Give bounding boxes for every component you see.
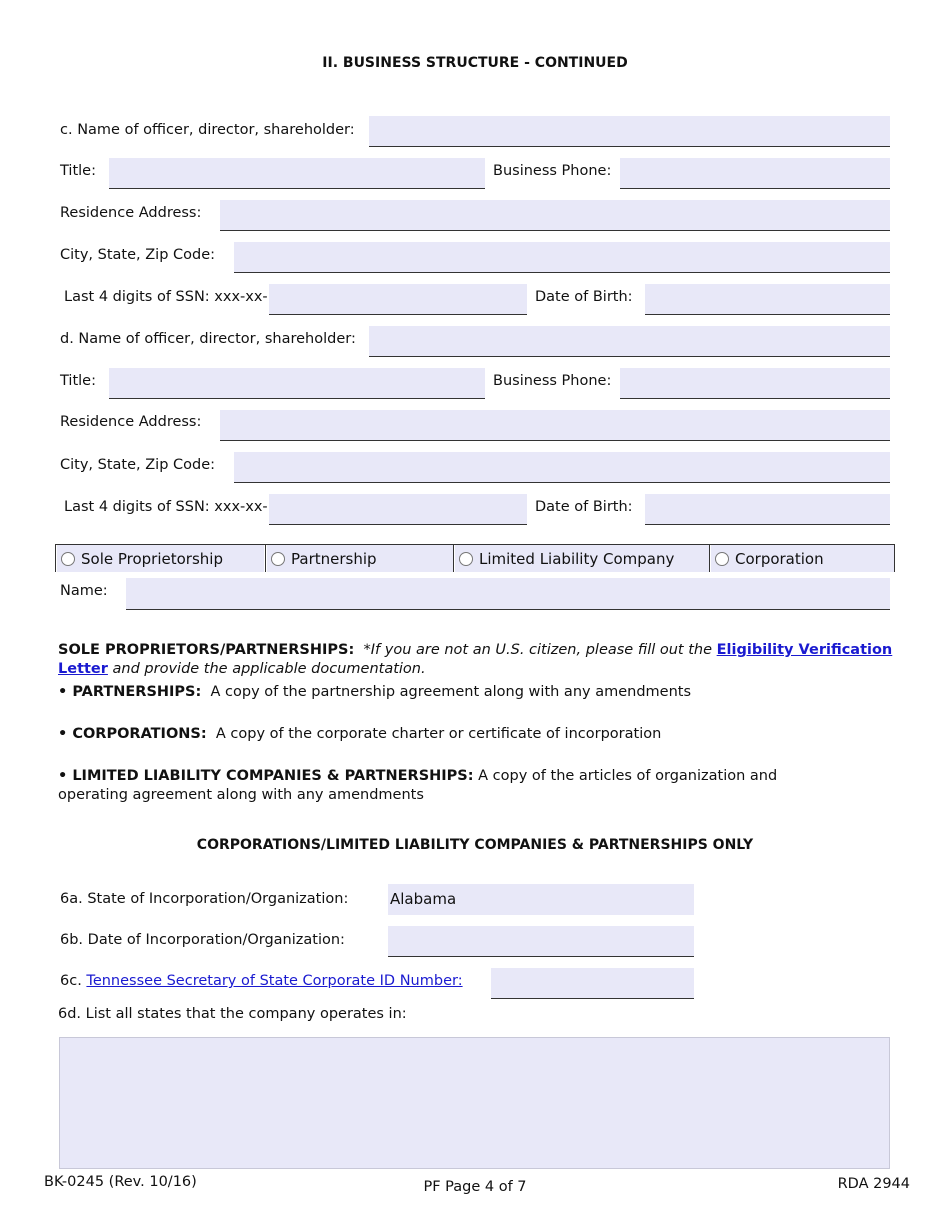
radio-circle-icon	[271, 552, 285, 566]
sole-text-after: and provide the applicable documentation.	[112, 661, 426, 677]
officer-d-dob-label: Date of Birth:	[535, 499, 633, 515]
radio-label: Partnership	[291, 549, 377, 568]
corp-section-title: CORPORATIONS/LIMITED LIABILITY COMPANIES & PARTNERSHIPS ONLY	[196, 837, 754, 853]
officer-c-dob-field[interactable]	[645, 284, 890, 315]
llc-requirement	[58, 767, 838, 805]
radio-corporation[interactable]	[711, 545, 894, 572]
sole-proprietors-paragraph	[58, 641, 898, 679]
radio-circle-icon	[459, 552, 473, 566]
divider	[265, 545, 266, 572]
radio-circle-icon	[61, 552, 75, 566]
radio-label: Limited Liability Company	[479, 549, 675, 568]
rda-number: RDA 2944	[837, 1176, 910, 1192]
form-id: BK-0245 (Rev. 10/16)	[44, 1174, 197, 1190]
officer-d-phone-label: Business Phone:	[493, 373, 612, 389]
officer-c-address-label: Residence Address:	[60, 205, 202, 221]
officer-d-phone-field[interactable]	[620, 368, 890, 399]
sole-heading: SOLE PROPRIETORS/PARTNERSHIPS:	[58, 642, 355, 658]
page-number: PF Page 4 of 7	[423, 1179, 527, 1195]
corporations-text: A copy of the corporate charter or certificate of incorporation	[215, 726, 662, 742]
officer-c-phone-label: Business Phone:	[493, 163, 612, 179]
corp-id-prefix: 6c.	[60, 973, 82, 989]
date-incorporation-field[interactable]	[388, 926, 694, 957]
section-title: II. BUSINESS STRUCTURE - CONTINUED	[322, 55, 628, 71]
partnerships-text: A copy of the partnership agreement along with any amendments	[210, 684, 691, 700]
llc-text: A copy of the articles of organization and operating agreement along with any amendments	[58, 768, 778, 803]
officer-d-city-label: City, State, Zip Code:	[60, 457, 216, 473]
divider	[453, 545, 454, 572]
radio-label: Sole Proprietorship	[81, 549, 223, 568]
states-operated-textarea[interactable]	[59, 1037, 890, 1169]
officer-d-ssn-field[interactable]	[269, 494, 527, 525]
officer-d-city-field[interactable]	[234, 452, 890, 483]
business-name-label: Name:	[60, 583, 108, 599]
corporations-requirement	[58, 725, 898, 744]
corp-id-field[interactable]	[491, 968, 694, 999]
radio-partnership[interactable]	[267, 545, 453, 572]
state-incorporation-label: 6a. State of Incorporation/Organization:	[60, 891, 349, 907]
officer-c-ssn-label: Last 4 digits of SSN: xxx-xx-	[64, 289, 268, 305]
officer-c-title-field[interactable]	[109, 158, 485, 189]
business-name-field[interactable]	[126, 578, 890, 610]
radio-circle-icon	[715, 552, 729, 566]
radio-label: Corporation	[735, 549, 824, 568]
officer-d-address-label: Residence Address:	[60, 414, 202, 430]
officer-c-dob-label: Date of Birth:	[535, 289, 633, 305]
officer-c-city-label: City, State, Zip Code:	[60, 247, 216, 263]
officer-c-title-label: Title:	[60, 163, 96, 179]
officer-d-name-label: d. Name of officer, director, shareholder:	[60, 331, 356, 347]
states-operated-label: 6d. List all states that the company operates in:	[58, 1006, 407, 1022]
officer-c-name-label: c. Name of officer, director, shareholder:	[60, 122, 355, 138]
officer-d-title-label: Title:	[60, 373, 96, 389]
partnerships-heading: • PARTNERSHIPS:	[58, 684, 202, 700]
officer-d-title-field[interactable]	[109, 368, 485, 399]
officer-d-ssn-label: Last 4 digits of SSN: xxx-xx-	[64, 499, 268, 515]
corporations-heading: • CORPORATIONS:	[58, 726, 207, 742]
officer-c-address-field[interactable]	[220, 200, 890, 231]
officer-c-phone-field[interactable]	[620, 158, 890, 189]
radio-sole-proprietorship[interactable]	[57, 545, 264, 572]
state-incorporation-field[interactable]: Alabama	[388, 884, 694, 915]
officer-c-ssn-field[interactable]	[269, 284, 527, 315]
radio-llc[interactable]	[455, 545, 709, 572]
officer-c-city-field[interactable]	[234, 242, 890, 273]
sole-text-before: *If you are not an U.S. citizen, please fill out the	[363, 642, 713, 658]
partnerships-requirement	[58, 683, 898, 702]
corp-id-label	[60, 972, 463, 990]
officer-d-address-field[interactable]	[220, 410, 890, 441]
date-incorporation-label: 6b. Date of Incorporation/Organization:	[60, 932, 345, 948]
llc-heading: • LIMITED LIABILITY COMPANIES & PARTNERSHIPS:	[58, 768, 474, 784]
divider	[709, 545, 710, 572]
officer-c-name-field[interactable]	[369, 116, 890, 147]
officer-d-dob-field[interactable]	[645, 494, 890, 525]
officer-d-name-field[interactable]	[369, 326, 890, 357]
eligibility-verification-link[interactable]: Eligibility Verification Letter	[58, 642, 893, 677]
tn-corporate-id-link[interactable]: Tennessee Secretary of State Corporate ID Number:	[86, 973, 463, 989]
